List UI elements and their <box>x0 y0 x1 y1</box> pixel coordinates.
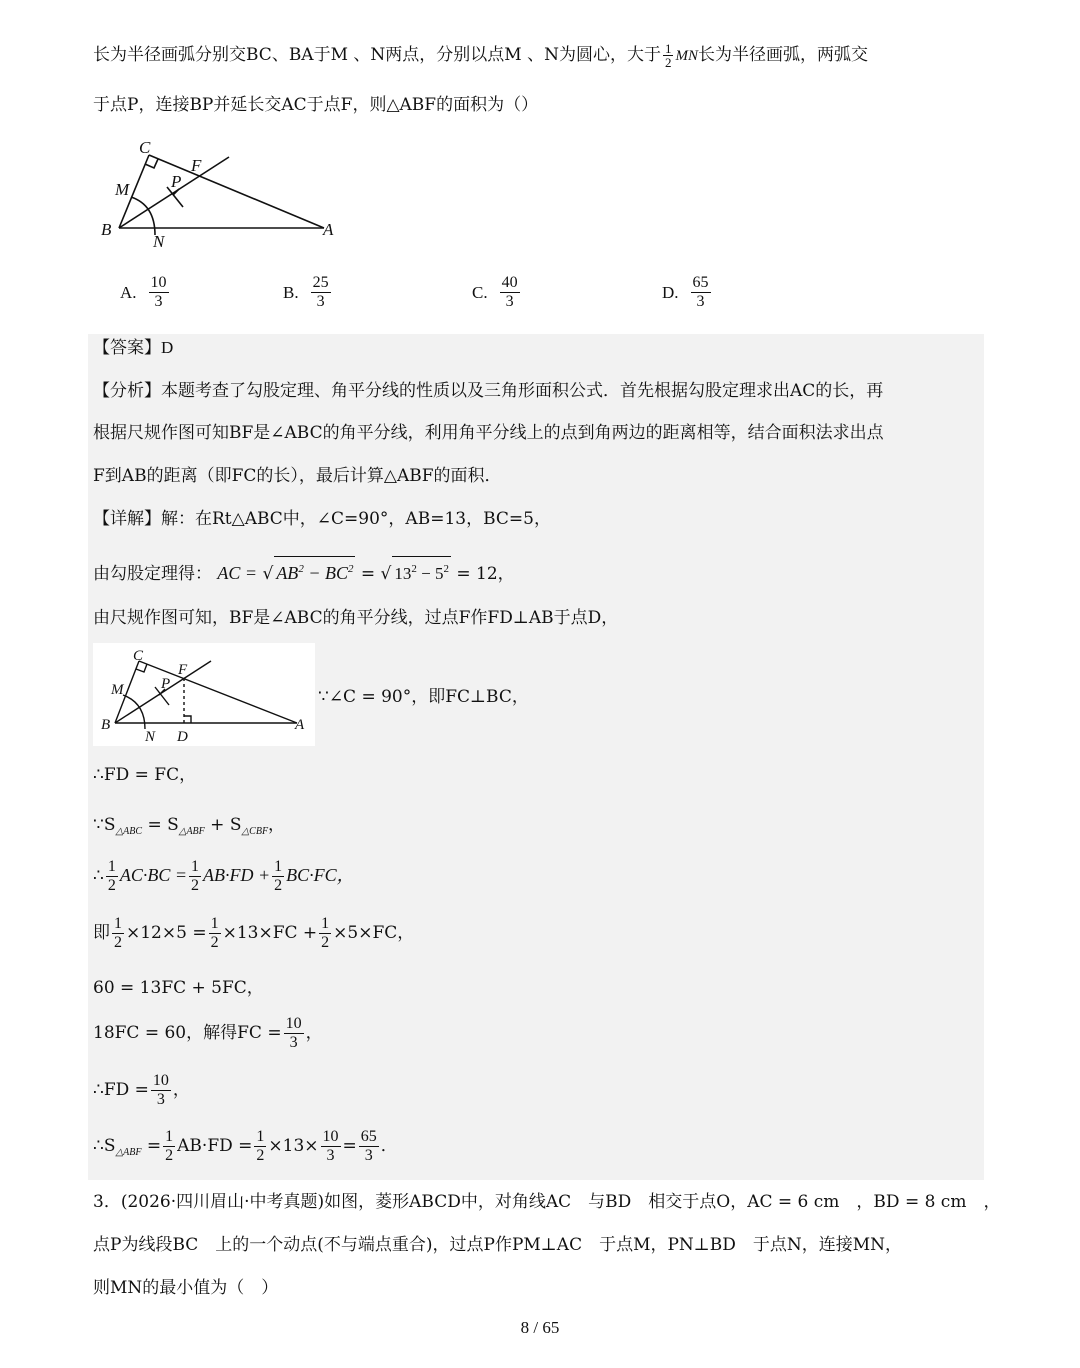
fig2-label-c: C <box>133 648 144 664</box>
q3-line3: 则MN的最小值为（ ） <box>93 1278 279 1298</box>
pythagoras-line: 由勾股定理得： AC = √ $AB^2 - BC^2$ = √ $13^2 - 5^2 = 12$， <box>93 556 515 586</box>
q3-line2: 点P为线段BC 上的一个动点(不与端点重合)，过点P作PM⊥AC 于点M，PN⊥BD 于点N，连接MN， <box>93 1235 903 1255</box>
eq18-line: 18FC = 60，解得FC = $\frac{10}{3}$ ， <box>93 1015 323 1051</box>
half-fraction: $\frac{1}{2}$ <box>664 41 672 70</box>
fig2-label-p: P <box>161 676 171 692</box>
answer-line: 【答案】D <box>93 338 174 358</box>
label-c: C <box>139 138 151 157</box>
label-f: F <box>191 156 202 175</box>
fig2-label-m: M <box>111 682 124 698</box>
solution-panel <box>88 334 984 1180</box>
area-sum-line: $\because S_{\triangle ABC} = S_{\triangle ABF} + S_{\triangle CBF}$， <box>93 815 286 837</box>
final-area-line: $\therefore S_{\triangle ABF}$ = $\frac{1}{2}$ AB·FD = $\frac{1}{2}$ ×13× $\frac{10}{3}$ = $\frac{65}{3}$ ． <box>93 1128 398 1164</box>
label-b: B <box>101 220 112 239</box>
label-m: M <box>115 180 130 199</box>
analysis-line1: 【分析】本题考查了勾股定理、角平分线的性质以及三角形面积公式．首先根据勾股定理求出AC的长，再 <box>93 381 884 401</box>
fig2-label-d: D <box>177 729 188 745</box>
triangle-figure-2 <box>93 643 315 746</box>
fig2-label-f: F <box>178 662 188 678</box>
analysis-line2: 根据尺规作图可知BF是∠ABC的角平分线，利用角平分线上的点到角两边的距离相等，结合面积法求出点 <box>93 423 884 443</box>
option-c[interactable]: C. $\frac{40}{3}$ <box>472 274 518 310</box>
q2-line2: 于点P，连接BP并延长交AC于点F，则△ABF的面积为（） <box>93 95 539 115</box>
fig2-label-b: B <box>101 717 111 733</box>
q3-line1: 3．(2026·四川眉山·中考真题)如图，菱形ABCD中，对角线AC 与BD 相交于点O，AC = 6 cm ，BD = 8 cm ， <box>93 1192 1001 1212</box>
page-number: 8 / 65 <box>520 1318 560 1337</box>
fig2-label-a: A <box>295 717 305 733</box>
area-half-line: ∴ $\frac{1}{2}$ AC·BC = $\frac{1}{2}$ AB·FD + $\frac{1}{2}$ BC·FC， <box>93 858 355 894</box>
label-n: N <box>153 232 165 251</box>
fig2-label-n: N <box>145 729 156 745</box>
fd-value-line: ∴FD = $\frac{10}{3}$ ， <box>93 1072 190 1108</box>
option-a[interactable]: A. $\frac{10}{3}$ <box>120 274 167 310</box>
label-a: A <box>323 220 334 239</box>
construct-line: 由尺规作图可知，BF是∠ABC的角平分线，过点F作FD⊥AB于点D， <box>93 608 619 628</box>
therefore-fd-line: ∴FD = FC， <box>93 765 197 785</box>
triangle-figure-1 <box>95 135 355 255</box>
because-c-line: ∵∠C = 90°，即FC⊥BC， <box>318 687 529 707</box>
option-b[interactable]: B. $\frac{25}{3}$ <box>283 274 329 310</box>
eq60-line: 60 = 13FC + 5FC， <box>93 978 264 998</box>
option-d[interactable]: D. $\frac{65}{3}$ <box>662 274 709 310</box>
analysis-line3: F到AB的距离（即FC的长），最后计算△ABF的面积． <box>93 466 502 486</box>
label-p: P <box>171 172 182 191</box>
area-sub-line: 即 $\frac{1}{2}$ ×12×5 = $\frac{1}{2}$ ×13×FC + $\frac{1}{2}$ ×5×FC， <box>93 915 415 951</box>
detail-line1: 【详解】解：在Rt△ABC中，∠C=90°，AB=13，BC=5， <box>93 509 551 529</box>
q2-line1: 长为半径画弧分别交BC、BA于M 、N两点，分别以点M 、N为圆心，大于 $\frac{1}{2}$ MN长为半径画弧，两弧交 <box>93 41 868 70</box>
